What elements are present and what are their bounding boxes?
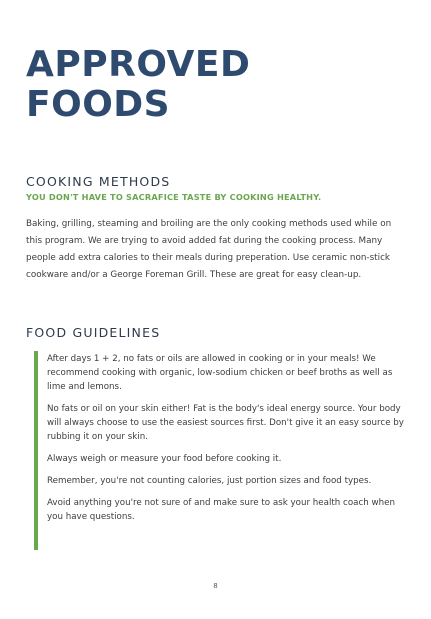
- page-number: 8: [213, 582, 218, 590]
- cooking-methods-body: Baking, grilling, steaming and broiling are the only cooking methods used while on this program. We are trying to avoid added fat during the cooking process. Many people add extra calories to their meals during preperation. Use ceramic non-stick cookware and/or a George Foreman Grill. These are great for easy clean-up.: [26, 219, 392, 280]
- food-guidelines-callout: [34, 351, 406, 550]
- page-title: [26, 45, 250, 125]
- guideline-paragraph: Always weigh or measure your food before cooking it.: [47, 454, 282, 464]
- guideline-paragraph: No fats or oil on your skin either! Fat is the body's ideal energy source. Your body will always choose to use the easiest sources first. Don't give it an easy source by rubbing it on your skin.: [47, 404, 404, 442]
- guideline-paragraph: After days 1 + 2, no fats or oils are allowed in cooking or in your meals! We recommend cooking with organic, low-sodium chicken or beef broths as well as lime and lemons.: [47, 354, 393, 392]
- guideline-paragraph: Remember, you're not counting calories, just portion sizes and food types.: [47, 476, 372, 486]
- page-title-line-1: APPROVED: [26, 44, 251, 85]
- page-title-line-2: FOODS: [26, 84, 171, 125]
- cooking-methods-subheading: YOU DON'T HAVE TO SACRAFICE TASTE BY COOKING HEALTHY.: [26, 192, 322, 202]
- guideline-paragraph: Avoid anything you're not sure of and make sure to ask your health coach when you have questions.: [47, 498, 395, 522]
- food-guidelines-heading: FOOD GUIDELINES: [26, 325, 161, 340]
- cooking-methods-heading: COOKING METHODS: [26, 174, 171, 189]
